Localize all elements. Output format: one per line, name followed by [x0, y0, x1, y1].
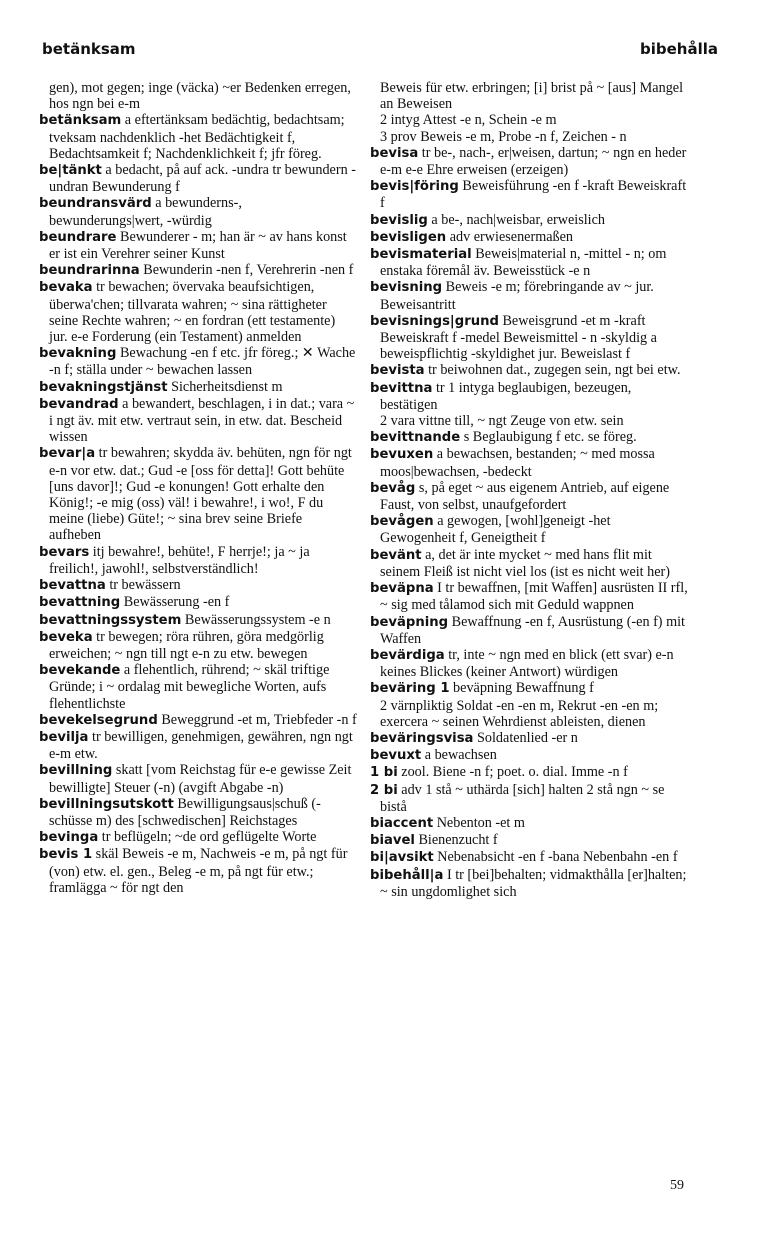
entry-text: tr beiwohnen dat., zugegen sein, ngt bei etw.	[428, 362, 681, 379]
entry-text: s Beglaubigung f etc. se föreg.	[463, 429, 637, 446]
dictionary-entry	[39, 612, 357, 629]
entry-headword: bevänt	[370, 547, 422, 563]
entry-headword: bevekelsegrund	[39, 712, 158, 728]
entry-text: 2 värnpliktig Soldat -en -en m, Rekrut -en -en m; exercera ~ seinen Wehrdienst ableisten, dienen	[380, 697, 659, 730]
entry-text: a bedacht, på auf ack. -undra tr bewundern -undran Bewunderung f	[49, 162, 356, 196]
entry-headword: bevattning	[39, 595, 121, 611]
entry-headword: betänksam	[39, 113, 122, 129]
entry-text: Bewässerung -en f	[123, 594, 230, 611]
entry-text: a bewachsen, bestanden; ~ med mossa moos|bewachsen, -bedeckt	[380, 446, 655, 480]
dictionary-entry	[370, 815, 688, 832]
entry-text: tr, inte ~ ngn med en blick (ett svar) e-n keines Blickes (keiner Antwort) würdigen	[380, 646, 674, 681]
dictionary-entry	[370, 313, 688, 363]
dictionary-entry	[370, 212, 688, 229]
entry-text: tr bewilligen, genehmigen, gewähren, ngn ngt e-m etw.	[49, 728, 353, 763]
entry-text: Beweis für etw. erbringen; [i] brist på ~ [aus] Mangel an Beweisen	[380, 80, 684, 113]
entry-headword: bevakning	[39, 346, 117, 362]
entry-text: tr 1 intyga beglaubigen, bezeugen, bestätigen	[380, 379, 632, 413]
dictionary-entry	[39, 829, 357, 846]
dictionary-entry	[370, 580, 688, 613]
dictionary-entry	[370, 747, 688, 764]
entry-text: Nebenabsicht -en f -bana Nebenbahn -en f	[437, 849, 678, 866]
entry-text: I tr bewaffnen, [mit Waffen] ausrüsten II rfl, ~ sig med tålamod sich mit Geduld wappnen	[380, 580, 688, 614]
dictionary-entry	[370, 145, 688, 178]
entry-text: s, på eget ~ aus eigenem Antrieb, auf eigene Faust, von selbst, unaufgefordert	[380, 479, 670, 514]
entry-headword: bevågen	[370, 514, 434, 530]
entry-headword: bevåg	[370, 480, 416, 496]
entry-headword: bevisnings|grund	[370, 313, 499, 329]
dictionary-entry	[370, 680, 688, 697]
dictionary-entry	[39, 379, 357, 396]
entry-headword: bevandrad	[39, 396, 119, 412]
entry-text: a, det är inte mycket ~ med hans flit mit seinem Fleiß ist nicht viel los (ist es nicht weit her)	[380, 546, 671, 580]
entry-headword: bevisning	[370, 280, 443, 296]
entry-text: a eftertänksam bedächtig, bedachtsam; tveksam nachdenklich -het Bedächtigkeit f, Bedachtsamkeit f; Nachdenklichkeit f; jfr föreg.	[49, 112, 345, 162]
entry-headword: bevis 1	[39, 847, 93, 863]
dictionary-entry	[370, 80, 688, 112]
dictionary-entry	[39, 762, 357, 795]
dictionary-entry	[370, 112, 688, 128]
entry-text: Bewachung -en f etc. jfr föreg.; ✕ Wache -n f; ställa under ~ bewachen lassen	[49, 345, 356, 379]
entry-text: a bewachsen	[424, 747, 497, 764]
entry-text: 3 prov Beweis -e m, Probe -n f, Zeichen - n	[380, 128, 627, 145]
left-guide-word: betänksam	[42, 40, 136, 58]
entry-headword: beväringsvisa	[370, 730, 474, 746]
dictionary-entry	[39, 577, 357, 594]
dictionary-entry	[39, 729, 357, 762]
entry-text: tr be-, nach-, er|weisen, dartun; ~ ngn en heder e-m e-e Ehre erweisen (erzeigen)	[380, 144, 687, 179]
entry-headword: beveka	[39, 629, 93, 645]
dictionary-entry	[370, 849, 688, 866]
entry-headword: bevattna	[39, 578, 106, 594]
entry-headword: bevillning	[39, 763, 113, 779]
entry-headword: bevars	[39, 544, 90, 560]
entry-headword: bevinga	[39, 830, 99, 846]
dictionary-entry	[370, 229, 688, 246]
dictionary-entry	[370, 730, 688, 747]
page-number: 59	[670, 1178, 684, 1193]
entry-headword: beundrare	[39, 229, 117, 245]
entry-text: Nebenton -et m	[436, 814, 525, 831]
entry-text: I tr [bei]behalten; vidmakthålla [er]halten; ~ sin ungdomlighet sich	[380, 866, 687, 900]
dictionary-entry	[370, 380, 688, 413]
entry-text: Bewässerungssystem -e n	[184, 611, 331, 628]
dictionary-entry	[370, 614, 688, 647]
entry-headword: be|tänkt	[39, 163, 102, 179]
entry-headword: bevärdiga	[370, 647, 445, 663]
dictionary-entry	[39, 195, 357, 228]
entry-headword: bibehåll|a	[370, 867, 444, 883]
dictionary-entry	[39, 345, 357, 378]
entry-headword: bi|avsikt	[370, 850, 434, 866]
left-column	[39, 80, 357, 896]
entry-text: beväpning Bewaffnung f	[453, 680, 594, 697]
entry-text: Beweisgrund -et m -kraft Beweiskraft f -medel Beweismittel - n -skyldig a beweispflichtig -skyldighet jur. Beweislast f	[380, 312, 657, 363]
entry-headword: beväring 1	[370, 681, 450, 697]
entry-headword: bevillningsutskott	[39, 796, 174, 812]
dictionary-entry	[370, 832, 688, 849]
right-column	[370, 80, 688, 900]
dictionary-entry	[39, 80, 357, 112]
dictionary-entry	[370, 782, 688, 815]
entry-text: skäl Beweis -e m, Nachweis -e m, på ngt für (von) etw. el. gen., Beleg -e m, på ngt für etw.; framlägga ~ för ngt den	[49, 846, 348, 896]
dictionary-entry	[39, 279, 357, 345]
entry-headword: beundransvärd	[39, 196, 152, 212]
entry-headword: bevisligen	[370, 229, 447, 245]
entry-headword: beväpning	[370, 614, 449, 630]
entry-headword: 2 bi	[370, 782, 398, 798]
entry-text: Bewaffnung -en f, Ausrüstung (-en f) mit Waffen	[380, 613, 685, 647]
dictionary-entry	[39, 629, 357, 662]
entry-headword: bevittna	[370, 380, 433, 396]
entry-text: a flehentlich, rührend; ~ skäl triftige Gründe; i ~ ordalag mit bewegliche Worten, aufs flehentlichste	[49, 662, 330, 712]
dictionary-entry	[370, 764, 688, 781]
dictionary-entry	[370, 429, 688, 446]
entry-text: tr bewahren; skydda äv. behüten, ngn för ngt e-n vor etw. dat.; Gud -e [oss för detta]! Gott behüte [uns davor]!; Gud -e konungen! Gott erhalte den König!; -e mig (oss) väl! i bewahre!, i wo!, F du meine (liebe) Güte!; ~ sina brev seine Briefe aufheben	[49, 445, 352, 544]
entry-text: Soldatenlied -er n	[477, 729, 578, 746]
entry-headword: bevislig	[370, 212, 428, 228]
entry-text: a gewogen, [wohl]geneigt -het Gewogenheit f, Geneigtheit f	[380, 513, 611, 547]
entry-headword: bevista	[370, 363, 425, 379]
entry-headword: biavel	[370, 833, 415, 849]
dictionary-entry	[39, 796, 357, 829]
entry-text: adv 1 stå ~ uthärda [sich] halten 2 stå ngn ~ se bistå	[380, 781, 665, 815]
dictionary-entry	[39, 445, 357, 543]
entry-headword: bevaka	[39, 280, 93, 296]
entry-text: Bewunderer - m; han är ~ av hans konst er ist ein Verehrer seiner Kunst	[49, 228, 347, 263]
dictionary-entry	[370, 547, 688, 580]
dictionary-entry	[39, 544, 357, 577]
dictionary-entry	[370, 698, 688, 730]
dictionary-entry	[39, 162, 357, 195]
dictionary-entry	[39, 846, 357, 896]
entry-headword: bevittnande	[370, 430, 461, 446]
dictionary-entry	[370, 413, 688, 429]
entry-text: a bewunderns-, bewunderungs|wert, -würdig	[49, 195, 242, 229]
entry-headword: bevakningstjänst	[39, 379, 168, 395]
entry-headword: 1 bi	[370, 765, 398, 781]
dictionary-entry	[370, 178, 688, 211]
dictionary-entry	[370, 129, 688, 145]
entry-headword: biaccent	[370, 815, 434, 831]
dictionary-entry	[370, 480, 688, 513]
entry-text: Bienenzucht f	[418, 832, 498, 849]
dictionary-entry	[39, 662, 357, 712]
entry-text: skatt [vom Reichstag für e-e gewisse Zeit bewilligte] Steuer (-n) (avgift Abgabe -n)	[49, 762, 352, 796]
dictionary-entry	[39, 594, 357, 611]
dictionary-entry	[370, 446, 688, 479]
entry-text: tr bewegen; röra rühren, göra medgörlig erweichen; ~ ngn till ngt e-n zu etw. bewegen	[49, 628, 324, 662]
entry-text: Bewilligungsaus|schuß (-schüsse m) des [schwedischen] Reichstages	[49, 795, 321, 829]
entry-text: Bewunderin -nen f, Verehrerin -nen f	[143, 262, 354, 279]
entry-text: tr bewachen; övervaka beaufsichtigen, überwa'chen; tillvarata wahren; ~ sina rättigheter seine Rechte wahren; ~ en fordran (ett testamente) jur. e-e Forderung (ein Testament) anmelden	[49, 279, 336, 346]
entry-headword: bevuxen	[370, 447, 434, 463]
dictionary-entry	[370, 647, 688, 680]
entry-headword: bevisa	[370, 145, 419, 161]
entry-text: 2 intyg Attest -e n, Schein -e m	[380, 112, 557, 129]
entry-text: Sicherheitsdienst m	[171, 378, 283, 395]
right-guide-word: bibehålla	[640, 40, 718, 58]
dictionary-entry	[39, 112, 357, 162]
entry-text: 2 vara vittne till, ~ ngt Zeuge von etw. sein	[380, 413, 624, 430]
dictionary-entry	[370, 513, 688, 546]
entry-headword: beundrarinna	[39, 263, 140, 279]
entry-headword: bevuxt	[370, 748, 422, 764]
dictionary-entry	[39, 229, 357, 262]
entry-text: tr bewässern	[109, 577, 181, 594]
entry-headword: bevis|föring	[370, 179, 459, 195]
entry-text: Beweis|material n, -mittel - n; om enstaka föremål äv. Beweisstück -e n	[380, 246, 667, 280]
entry-text: Beweggrund -et m, Triebfeder -n f	[161, 711, 357, 728]
dictionary-entry	[39, 396, 357, 446]
dictionary-entry	[370, 362, 688, 379]
entry-text: a be-, nach|weisbar, erweislich	[431, 211, 606, 228]
entry-text: itj bewahre!, behüte!, F herrje!; ja ~ ja freilich!, jawohl!, selbstverständlich!	[49, 543, 310, 577]
entry-headword: bevekande	[39, 663, 121, 679]
entry-headword: bevar|a	[39, 446, 96, 462]
entry-headword: bevattningssystem	[39, 612, 182, 628]
entry-text: Beweisführung -en f -kraft Beweiskraft f	[380, 178, 687, 212]
entry-text: gen), mot gegen; inge (väcka) ~er Bedenken erregen, hos ngn bei e-m	[49, 80, 351, 113]
dictionary-entry	[370, 246, 688, 279]
entry-headword: beväpna	[370, 581, 434, 597]
entry-text: Beweis -e m; förebringande av ~ jur. Beweisantritt	[380, 279, 654, 313]
entry-text: tr beflügeln; ~de ord geflügelte Worte	[101, 829, 317, 846]
dictionary-entry	[370, 279, 688, 312]
entry-headword: bevilja	[39, 729, 89, 745]
dictionary-entry	[39, 712, 357, 729]
dictionary-entry	[39, 262, 357, 279]
entry-headword: bevismaterial	[370, 247, 472, 263]
entry-text: a bewandert, beschlagen, i in dat.; vara ~ i ngt äv. mit etw. vertraut sein, in etw. dat. Bescheid wissen	[49, 395, 355, 446]
entry-text: adv erwiesenermaßen	[449, 228, 574, 245]
entry-text: zool. Biene -n f; poet. o. dial. Imme -n f	[401, 764, 628, 781]
dictionary-entry	[370, 867, 688, 900]
